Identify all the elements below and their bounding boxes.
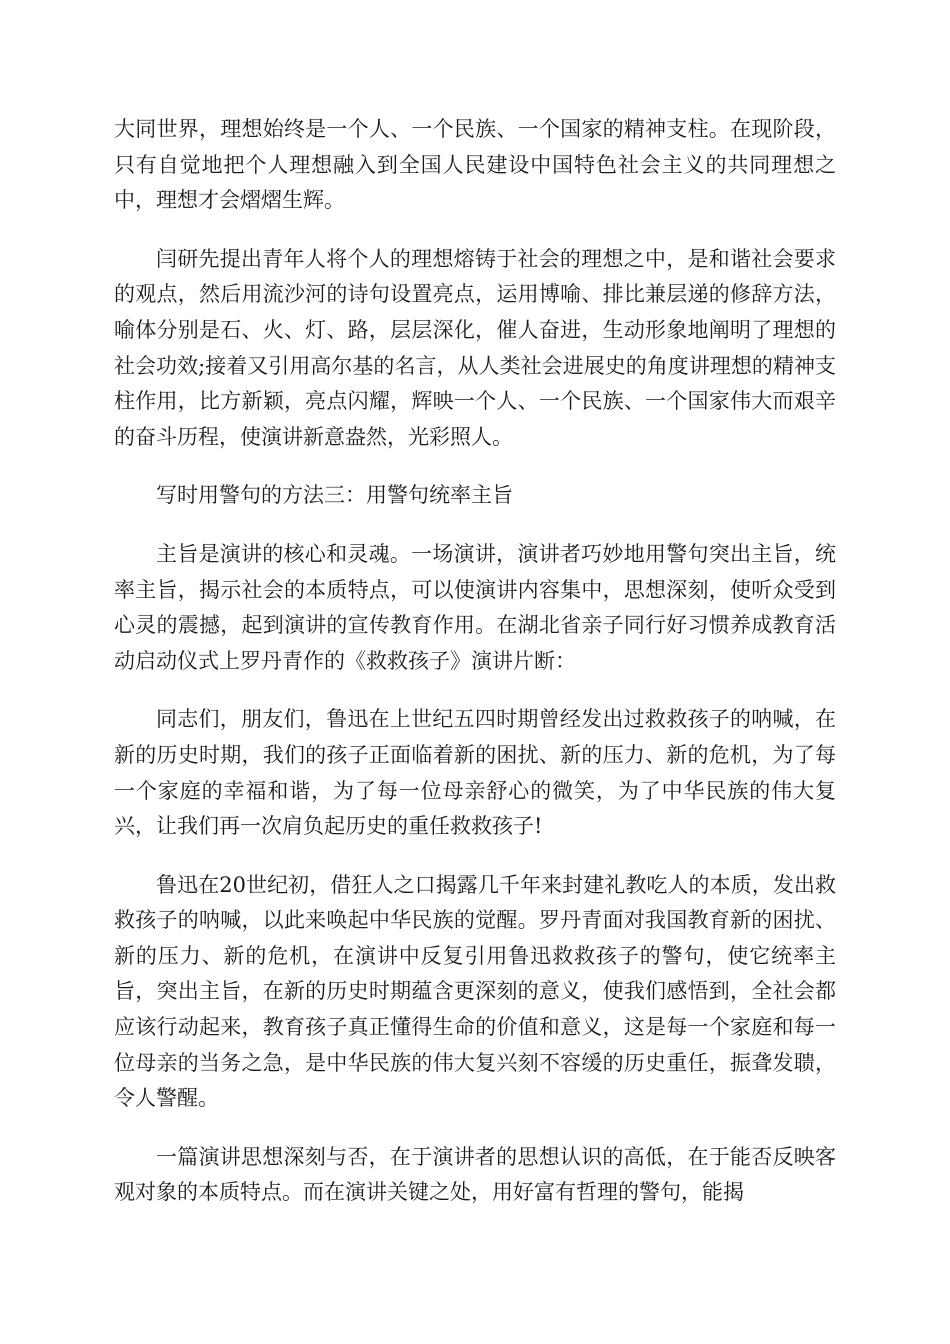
section-heading: 写时用警句的方法三：用警句统率主旨 bbox=[156, 483, 513, 508]
paragraph-speech-quote: 同志们，朋友们，鲁迅在上世纪五四时期曾经发出过救救孩子的呐喊，在新的历史时期，我们的孩子正面临着新的困扰、新的压力、新的危机，为了每一个家庭的幸福和谐，为了每一位母亲舒心的微笑，为了中华民族的伟大复兴，让我们再一次肩负起历史的重任救救孩子! bbox=[114, 707, 836, 839]
paragraph-continued: 大同世界，理想始终是一个人、一个民族、一个国家的精神支柱。在现阶段，只有自觉地把个人理想融入到全国人民建设中国特色社会主义的共同理想之中，理想才会熠熠生辉。 bbox=[114, 117, 836, 213]
paragraph-analysis: 闫研先提出青年人将个人的理想熔铸于社会的理想之中，是和谐社会要求的观点，然后用流沙河的诗句设置亮点，运用博喻、排比兼层递的修辞方法，喻体分别是石、火、灯、路，层层深化，催人奋进，生动形象地阐明了理想的社会功效;接着又引用高尔基的名言，从人类社会进展史的角度讲理想的精神支柱作用，比方新颖，亮点闪耀，辉映一个人、一个民族、一个国家伟大而艰辛的奋斗历程，使演讲新意盎然，光彩照人。 bbox=[114, 246, 836, 449]
document-page bbox=[114, 112, 836, 1234]
paragraph-luxun-analysis: 鲁迅在20世纪初，借狂人之口揭露几千年来封建礼教吃人的本质，发出救救孩子的呐喊，以此来唤起中华民族的觉醒。罗丹青面对我国教育新的困扰、新的压力、新的危机，在演讲中反复引用鲁迅救救孩子的警句，使它统率主旨，突出主旨，在新的历史时期蕴含更深刻的意义，使我们感悟到，全社会都应该行动起来，教育孩子真正懂得生命的价值和意义，这是每一个家庭和每一位母亲的当务之急，是中华民族的伟大复兴刻不容缓的历史重任，振聋发聩，令人警醒。 bbox=[114, 872, 836, 1111]
paragraph-conclusion: 一篇演讲思想深刻与否，在于演讲者的思想认识的高低，在于能否反映客观对象的本质特点。而在演讲关键之处，用好富有哲理的警句，能揭 bbox=[114, 1144, 836, 1205]
paragraph-theme: 主旨是演讲的核心和灵魂。一场演讲，演讲者巧妙地用警句突出主旨，统率主旨，揭示社会的本质特点，可以使演讲内容集中，思想深刻，使听众受到心灵的震撼，起到演讲的宣传教育作用。在湖北省亲子同行好习惯养成教育活动启动仪式上罗丹青作的《救救孩子》演讲片断： bbox=[114, 541, 836, 673]
